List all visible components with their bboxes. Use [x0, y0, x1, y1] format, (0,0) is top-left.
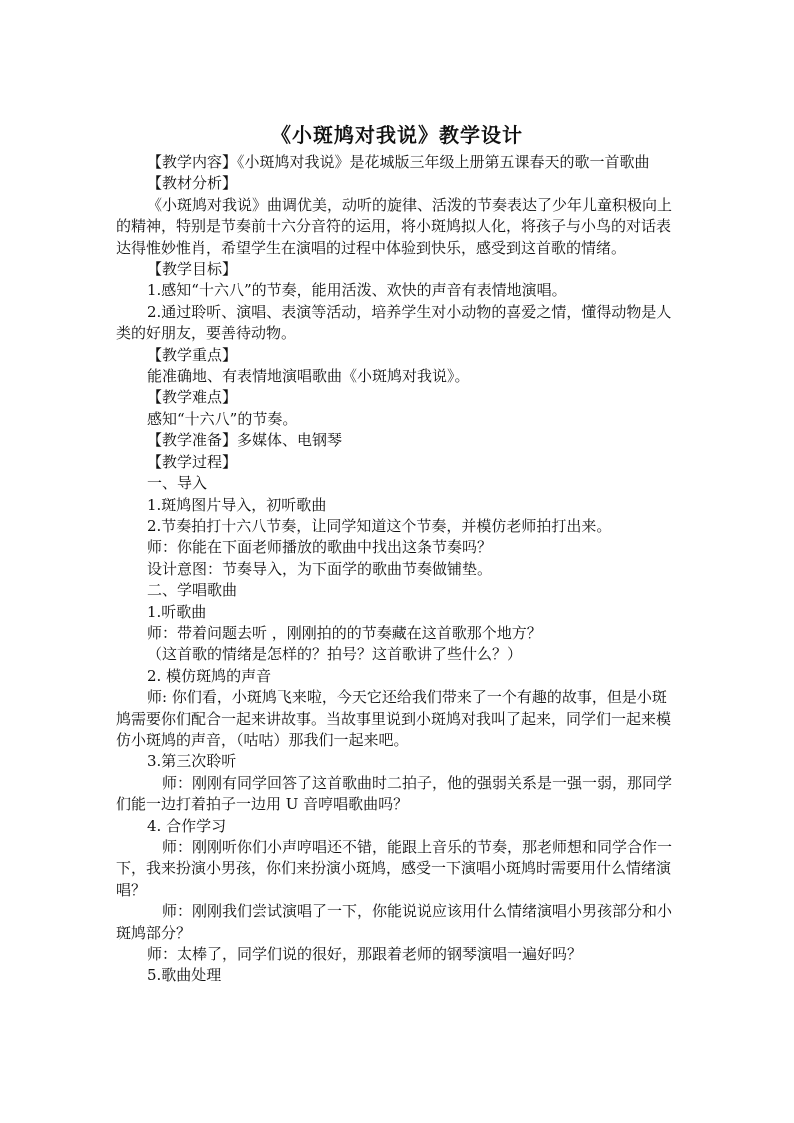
teaching-content-paragraph: 【教学内容】《小斑鸠对我说》是花城版三年级上册第五课春天的歌一首歌曲: [147, 153, 650, 171]
section-2-item-7: 师：刚刚有同学回答了这首歌曲时二拍子，他的强弱关系是一强一弱，那同学们能一边打着拍子一边用 U 音哼唱歌曲吗？: [116, 773, 673, 814]
analysis-heading: 【教材分析】: [147, 174, 238, 193]
section-1-item-3: 师：你能在下面老师播放的歌曲中找出这条节奏吗？: [147, 538, 493, 557]
section-2-item-10: 师：刚刚我们尝试演唱了一下，你能说说应该用什么情绪演唱小男孩部分和小斑鸠部分？: [116, 902, 673, 942]
section-2-heading: 二、学唱歌曲: [147, 581, 238, 600]
section-2-item-9: 师：刚刚听你们小声哼唱还不错，能跟上音乐的节奏，那老师想和同学合作一下，我来扮演小男孩，你们来扮演小斑鸠，感受一下演唱小斑鸠时需要用什么情绪演唱？: [116, 838, 673, 899]
section-2-item-2: 师：带着问题去听 ，刚刚拍的的节奏藏在这首歌那个地方？: [147, 623, 542, 642]
difficulty-text: 感知“十六八”的节奏。: [147, 409, 298, 428]
section-2-item-11: 师：太棒了，同学们说的很好，那跟着老师的钢琴演唱一遍好吗？: [147, 945, 583, 964]
key-heading: 【教学重点】: [147, 345, 238, 364]
section-2-item-3: （这首歌的情绪是怎样的？拍号？这首歌讲了些什么？）: [147, 645, 523, 664]
difficulty-heading: 【教学难点】: [147, 388, 238, 407]
section-2-item-1: 1.听歌曲: [147, 602, 207, 621]
goal-item-2: 2.通过聆听、演唱、表演等活动，培养学生对小动物的喜爱之情，懂得动物是人类的好朋友，要善待动物。: [116, 302, 672, 343]
preparation-text: 【教学准备】多媒体、电钢琴: [147, 431, 343, 450]
section-2-item-12: 5.歌曲处理: [147, 966, 222, 985]
section-2-item-5: 师: 你们看，小斑鸠飞来啦，今天它还给我们带来了一个有趣的故事，但是小斑鸠需要你们配合一起来讲故事。当故事里说到小斑鸠对我叫了起来，同学们一起来模仿小斑鸠的声音，（咕咕）那我们一起来吧。: [116, 688, 672, 749]
page-title: 《小斑鸠对我说》教学设计: [271, 123, 523, 147]
section-1-item-1: 1.斑鸠图片导入，初听歌曲: [147, 495, 327, 514]
goal-item-1: 1.感知“十六八”的节奏，能用活泼、欢快的声音有表情地演唱。: [147, 281, 567, 300]
section-1-item-2: 2.节奏拍打十六八节奏，让同学知道这个节奏，并模仿老师拍打出来。: [147, 516, 612, 535]
key-text: 能准确地、有表情地演唱歌曲《小斑鸠对我说》。: [147, 367, 470, 386]
section-2-item-8: 4. 合作学习: [147, 816, 227, 835]
section-2-item-4: 2. 模仿斑鸠的声音: [147, 666, 272, 685]
section-1-heading: 一、导入: [147, 474, 208, 493]
analysis-paragraph: 《小斑鸠对我说》曲调优美，动听的旋律、活泼的节奏表达了少年儿童积极向上的精神，特别是节奏前十六分音符的运用，将小斑鸠拟人化，将孩子与小鸟的对话表达得惟妙惟肖，希望学生在演唱的过程中体验到快乐，感受到这首歌的情绪。: [116, 195, 673, 257]
goal-heading: 【教学目标】: [147, 260, 238, 279]
section-2-item-6: 3.第三次聆听: [147, 752, 237, 771]
document-body: [116, 152, 676, 987]
section-1-item-4: 设计意图：节奏导入，为下面学的歌曲节奏做铺垫。: [147, 559, 493, 578]
process-heading: 【教学过程】: [147, 452, 238, 471]
